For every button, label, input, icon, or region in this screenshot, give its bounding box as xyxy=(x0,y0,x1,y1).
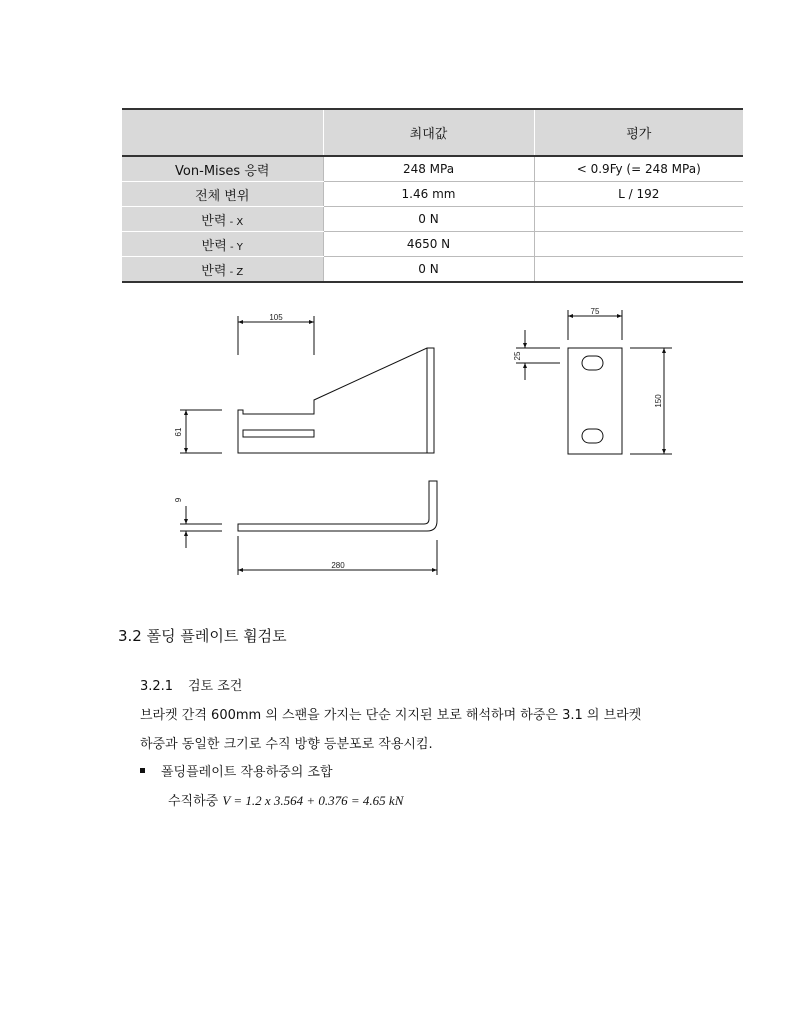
cell-max: 1.46 mm xyxy=(323,182,534,207)
formula-line xyxy=(168,790,403,809)
subsection-title: 검토 조건 xyxy=(188,679,243,694)
bullet-item xyxy=(140,761,333,780)
formula: V = 1.2 x 3.564 + 0.376 = 4.65 kN xyxy=(222,793,404,808)
end-plate-front xyxy=(568,348,622,454)
bullet-text: 폴딩플레이트 작용하중의 조합 xyxy=(161,765,333,780)
dim-length: 280 xyxy=(331,561,345,570)
dim-plate-height: 150 xyxy=(654,394,663,408)
cell-eval: L / 192 xyxy=(534,182,743,207)
dim-hole-offset: 25 xyxy=(513,351,522,361)
row-label-text: 반력 xyxy=(201,263,227,279)
row-label-sub: - Z xyxy=(226,266,244,278)
dim-thickness: 9 xyxy=(174,497,183,503)
paragraph-line-1: 브라켓 간격 600mm 의 스팬을 가지는 단순 지지된 보로 해석하며 하중은 3.1 의 브라켓 xyxy=(140,708,642,723)
row-label-text: Von-Mises 응력 xyxy=(175,163,270,179)
header-max-value: 최대값 xyxy=(323,109,534,156)
cell-max: 0 N xyxy=(323,207,534,232)
row-label-sub: - Y xyxy=(226,241,243,253)
row-label-text: 반력 xyxy=(201,213,227,229)
bullet-square-icon xyxy=(140,768,145,773)
bracket-slot xyxy=(243,430,314,437)
plate-hole-bottom xyxy=(582,429,603,443)
row-label-sub: - X xyxy=(226,216,244,228)
bracket-plan-view xyxy=(238,481,437,531)
subsection-number: 3.2.1 xyxy=(140,679,174,694)
subsection-heading xyxy=(140,675,242,694)
plate-hole-top xyxy=(582,356,603,370)
row-label-text: 전체 변위 xyxy=(195,188,250,204)
dim-top-width: 105 xyxy=(269,313,283,322)
cell-max: 248 MPa xyxy=(323,156,534,182)
row-label-text: 반력 xyxy=(201,238,227,254)
paragraph-line-2: 하중과 동일한 크기로 수직 방향 등분포로 작용시킴. xyxy=(140,737,433,752)
dim-height: 61 xyxy=(174,427,183,437)
cell-eval: < 0.9Fy (= 248 MPa) xyxy=(534,156,743,182)
cell-max: 4650 N xyxy=(323,232,534,257)
cell-max: 0 N xyxy=(323,257,534,283)
section-heading: 3.2 폴딩 플레이트 휨검토 xyxy=(118,627,287,645)
formula-label: 수직하중 xyxy=(168,794,223,809)
dim-plate-width: 75 xyxy=(590,307,600,316)
header-evaluation: 평가 xyxy=(534,109,743,156)
